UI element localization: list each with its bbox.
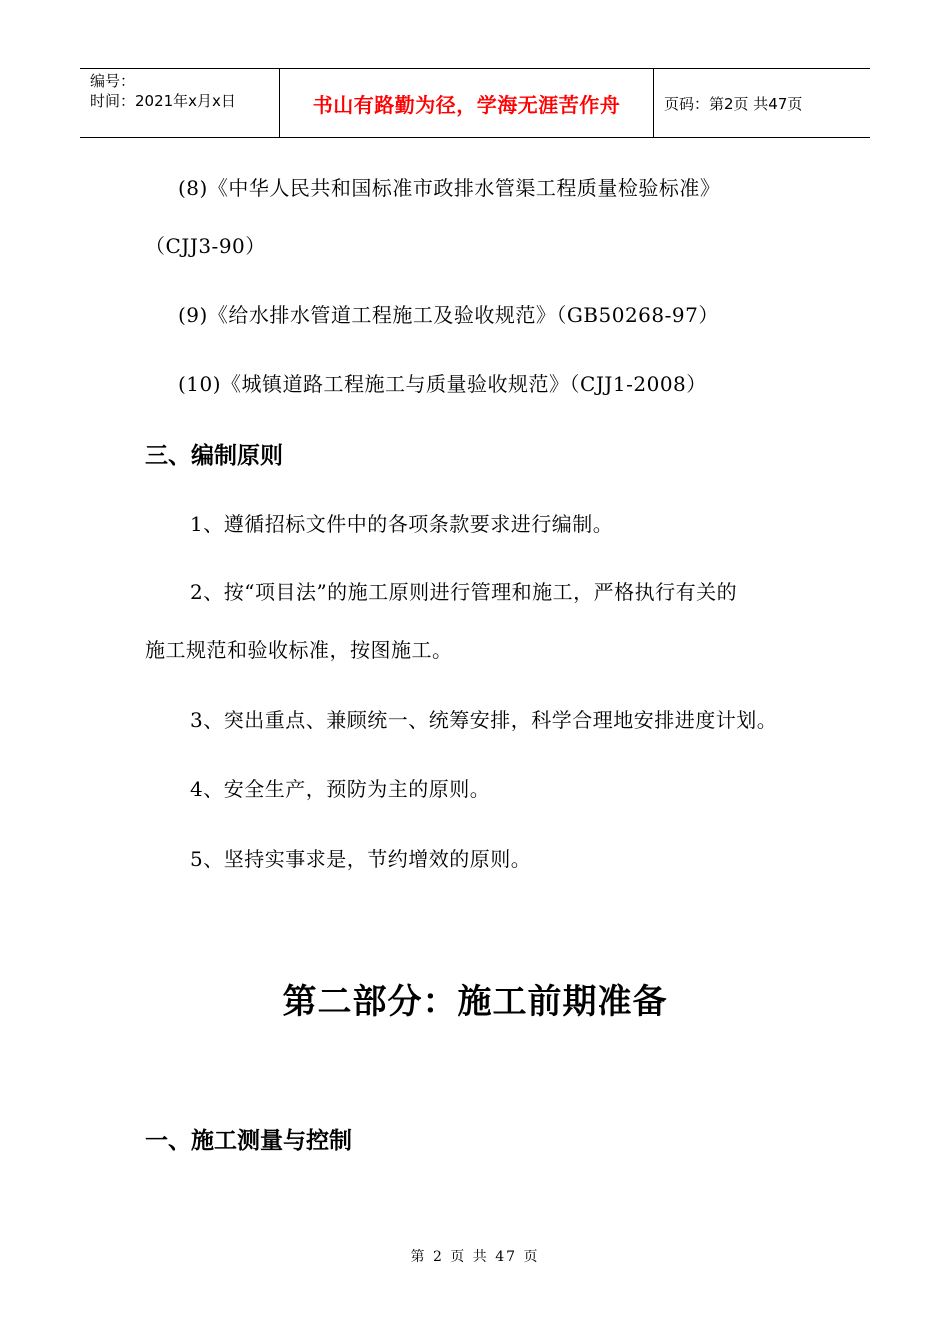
header-motto: 书山有路勤为径，学海无涯苦作舟 <box>280 69 654 137</box>
section-heading-principles: 三、编制原则 <box>145 443 283 469</box>
part-title: 第二部分：施工前期准备 <box>282 982 668 1022</box>
page-footer: 第 2 页 共 47 页 <box>410 1249 540 1265</box>
reference-10: (10)《城镇道路工程施工与质量验收规范》（CJJ1-2008） <box>178 372 707 396</box>
principle-item-3: 3、突出重点、兼顾统一、统筹安排，科学合理地安排进度计划。 <box>190 708 778 732</box>
principle-item-1: 1、遵循招标文件中的各项条款要求进行编制。 <box>190 512 614 536</box>
document-date: 时间：2021年x月x日 <box>90 92 236 110</box>
principle-item-4: 4、安全生产，预防为主的原则。 <box>190 777 491 801</box>
principle-item-2: 2、按“项目法”的施工原则进行管理和施工，严格执行有关的 <box>190 580 738 604</box>
reference-8: (8)《中华人民共和国标准市政排水管渠工程质量检验标准》 <box>178 176 721 200</box>
reference-9: (9)《给水排水管道工程施工及验收规范》（GB50268-97） <box>178 303 719 327</box>
document-number-label: 编号： <box>90 72 136 90</box>
reference-8-code: （CJJ3-90） <box>145 234 266 258</box>
page-header <box>80 68 870 138</box>
section-heading-survey: 一、施工测量与控制 <box>145 1128 352 1154</box>
principle-item-5: 5、坚持实事求是，节约增效的原则。 <box>190 847 532 871</box>
header-meta <box>80 69 280 137</box>
principle-item-2-continued: 施工规范和验收标准，按图施工。 <box>145 638 453 662</box>
header-page-info: 页码：第2页 共47页 <box>664 94 803 113</box>
